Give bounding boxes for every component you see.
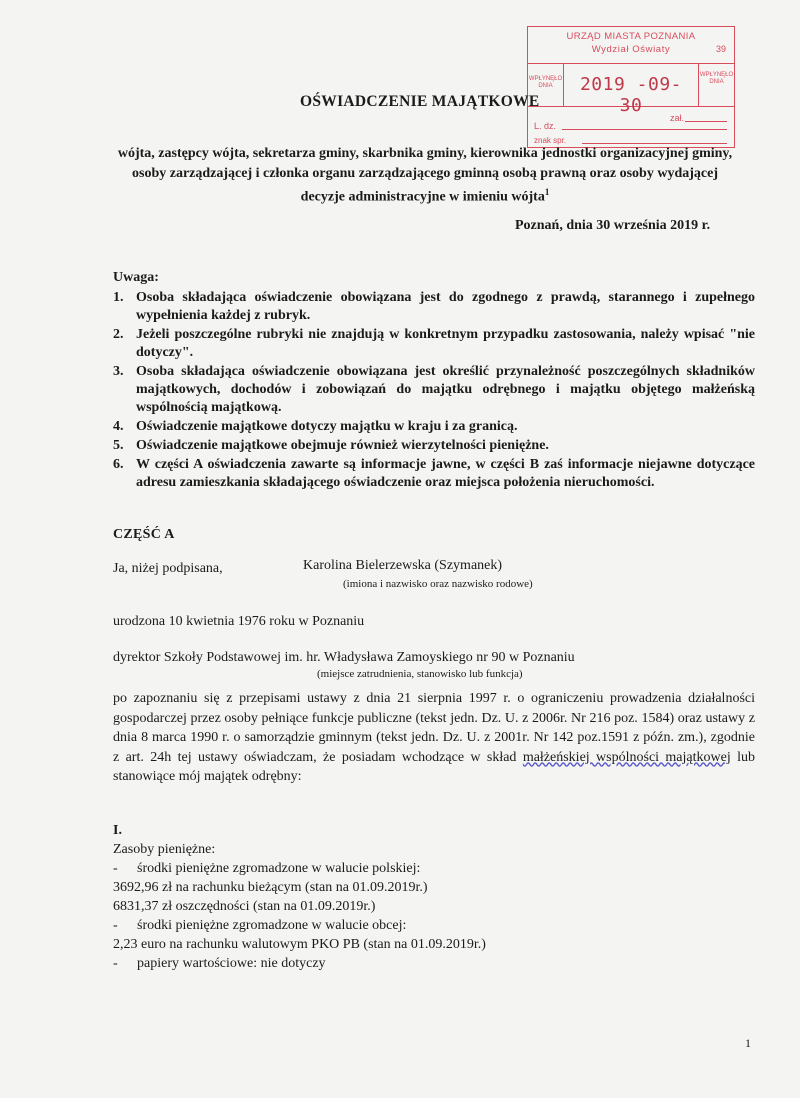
note-text: W części A oświadczenia zawarte są informacje jawne, w części B zaś informacje niejawne dotyczące adresu zamieszkania składającego oświadczenie oraz miejsca położenia nieruchomości. — [136, 457, 755, 490]
note-number: 5. — [113, 438, 124, 453]
employment-hint: (miejsce zatrudnienia, stanowisko lub funkcja) — [317, 668, 523, 680]
dash-bullet: - — [113, 956, 118, 971]
signed-label: Ja, niżej podpisana, — [113, 561, 223, 576]
list-item-text: papiery wartościowe: nie dotyczy — [137, 956, 326, 971]
list-item — [113, 437, 755, 455]
stamp-received-right: WPŁYNĘŁO DNIA — [698, 64, 734, 106]
list-item: Zasoby pieniężne: — [113, 842, 216, 857]
list-item — [113, 954, 486, 973]
declarant-name: Karolina Bielerzewska (Szymanek) — [303, 558, 503, 573]
stamp-number: 39 — [715, 44, 726, 54]
page-number: 1 — [745, 1036, 751, 1050]
list-item — [113, 859, 486, 878]
list-item — [113, 326, 755, 362]
notes-list — [113, 289, 755, 493]
note-number: 3. — [113, 364, 124, 379]
note-number: 1. — [113, 290, 124, 305]
document-subtitle — [115, 144, 735, 207]
note-text: Osoba składająca oświadczenie obowiązana jest do zgodnego z prawdą, starannego i zupełnego wypełnienia każdej z rubryk. — [136, 290, 755, 323]
note-text: Oświadczenie majątkowe obejmuje również wierzytelności pieniężne. — [136, 438, 549, 453]
subtitle-text: wójta, zastępcy wójta, sekretarza gminy, skarbnika gminy, kierownika jednostki organizacyjnej gminy, osoby zarządzającej i członka organu zarządzającego gminną osobą prawną oraz osoby wydającej decyzje administracyjne w imieniu wójta — [117, 146, 733, 205]
list-item-text: środki pieniężne zgromadzone w walucie polskiej: — [137, 861, 421, 876]
stamp-department: Wydział Oświaty — [591, 44, 671, 55]
stamp-date: 2019 -09- 30 — [579, 74, 683, 116]
list-item-text: środki pieniężne zgromadzone w walucie obcej: — [137, 918, 407, 933]
notes-heading: Uwaga: — [113, 270, 159, 285]
dash-bullet: - — [113, 861, 118, 876]
paragraph-text-end: lub stanowiące mój majątek odrębny: — [113, 749, 755, 784]
document-title: OŚWIADCZENIE MAJĄTKOWE — [300, 93, 540, 110]
list-item: 2,23 euro na rachunku walutowym PKO PB (stan na 01.09.2019r.) — [113, 937, 486, 952]
list-item — [113, 363, 755, 417]
underlined-phrase: małżeńskiej wspólności majątkowej — [522, 749, 731, 765]
stamp-zal-label: zał. — [670, 113, 685, 123]
list-item — [113, 916, 486, 935]
stamp-ldz-label: L. dz. — [534, 121, 557, 131]
section-number: I. — [113, 823, 122, 838]
stamp-znak-label: znak spr. — [534, 136, 567, 145]
assets-list — [113, 840, 486, 973]
name-hint: (imiona i nazwisko oraz nazwisko rodowe) — [343, 578, 533, 590]
list-item: 6831,37 zł oszczędności (stan na 01.09.2019r.) — [113, 899, 376, 914]
stamp-office: URZĄD MIASTA POZNANIA — [566, 31, 696, 42]
note-text: Osoba składająca oświadczenie obowiązana jest określić przynależność poszczególnych składników majątkowych, dochodów i zobowiązań do majątku odrębnego i majątku objętego małżeńską wspólnością majątkową. — [136, 364, 755, 415]
stamp-date-row — [528, 63, 734, 116]
note-text: Jeżeli poszczególne rubryki nie znajdują w konkretnym przypadku zastosowania, należy wpisać "nie dotyczy". — [136, 327, 755, 360]
footnote-marker: 1 — [544, 187, 550, 197]
note-text: Oświadczenie majątkowe dotyczy majątku w kraju i za granicą. — [136, 419, 518, 434]
birth-info: urodzona 10 kwietnia 1976 roku w Poznaniu — [113, 614, 365, 629]
stamp-line — [562, 129, 727, 130]
stamp-received-left: WPŁYNĘŁO DNIA — [528, 64, 564, 106]
registration-stamp — [527, 26, 735, 148]
paragraph-text: po zapoznaniu się z przepisami ustawy z dnia 21 sierpnia 1997 r. o ograniczeniu prowadzenia działalności gospodarczej przez osoby pełniące funkcje publiczne (tekst jedn. Dz. U. z 2006r. Nr 216 poz. 1584) oraz ustawy z dnia 8 marca 1990 r. o samorządzie gminnym (tekst jedn. Dz. U. z 2001r. Nr 142 poz.1591 z późn. zm.), zgodnie z art. 24h tej ustawy oświadczam, że posiadam wchodzące w skład — [113, 691, 755, 765]
place-date: Poznań, dnia 30 września 2019 r. — [515, 218, 711, 233]
list-item: 3692,96 zł na rachunku bieżącym (stan na 01.09.2019r.) — [113, 880, 428, 895]
stamp-line — [685, 121, 727, 122]
list-item — [113, 456, 755, 492]
note-number: 2. — [113, 327, 124, 342]
declaration-paragraph — [113, 689, 755, 787]
list-item — [113, 418, 755, 436]
part-a-heading: CZĘŚĆ A — [113, 527, 175, 542]
employment-info: dyrektor Szkoły Podstawowej im. hr. Władysława Zamoyskiego nr 90 w Poznaniu — [113, 650, 575, 665]
dash-bullet: - — [113, 918, 118, 933]
note-number: 6. — [113, 457, 124, 472]
list-item — [113, 289, 755, 325]
note-number: 4. — [113, 419, 124, 434]
